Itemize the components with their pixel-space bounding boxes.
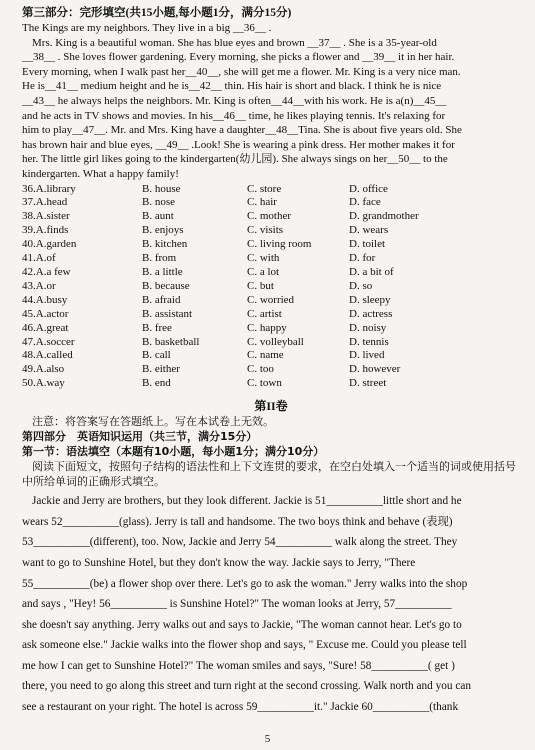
option-row <box>22 196 520 210</box>
option-row <box>22 280 520 294</box>
option-a: 36.A.library <box>22 182 76 195</box>
option-row <box>22 294 520 308</box>
option-c: C. artist <box>247 307 282 320</box>
passage-line: want to go to Sunshine Hotel, but they don't know the way. Jackie says to Jerry, "There <box>22 556 416 569</box>
passage-line: and he acts in TV shows and movies. In his__46__ time, he likes playing tennis. It's relaxing for <box>22 109 446 122</box>
option-d: D. so <box>349 279 373 292</box>
option-a: 42.A.a few <box>22 265 71 278</box>
option-d: D. face <box>349 196 381 209</box>
options-list <box>22 183 520 392</box>
passage-line: she doesn't say anything. Jerry walks out and says to Jackie, "The woman cannot hear. Let's go to <box>22 618 462 631</box>
option-b: B. from <box>142 252 177 265</box>
option-a: 40.A.garden <box>22 238 77 251</box>
passage-line: me how I can get to Sunshine Hotel?" The woman smiles and says, "Sure! 58__________( get ) <box>22 659 455 672</box>
option-c: C. name <box>247 349 284 362</box>
passage-line: __43__ he always helps the neighbors. Mr. King is often__44__with his work. He is a(n)__45__ <box>22 94 447 107</box>
notice-text: 注意：将答案写在答题纸上。写在本试卷上无效。 <box>32 415 274 429</box>
option-c: C. store <box>247 182 282 195</box>
passage-line: and says , "Hey! 56__________ is Sunshine Hotel?" The woman looks at Jerry, 57__________ <box>22 598 452 611</box>
option-c: C. happy <box>247 321 287 334</box>
passage-line: __38__ . She loves flower gardening. Every morning, she picks a flower and __39__ it in her hair. <box>22 51 455 64</box>
option-row <box>22 183 520 197</box>
cloze-passage <box>22 21 520 182</box>
option-d: D. for <box>349 252 376 265</box>
exam-page <box>22 6 520 718</box>
passage-line: him to play__47__. Mr. and Mrs. King have a daughter__48__Tina. She is about five years old. She <box>22 124 462 137</box>
option-c: C. town <box>247 377 282 390</box>
option-c: C. but <box>247 279 274 292</box>
option-a: 45.A.actor <box>22 307 69 320</box>
passage-line: 53__________(different), too. Now, Jackie and Jerry 54__________ walk along the street. They <box>22 536 458 549</box>
part4-heading: 第四部分 英语知识运用（共三节，满分15分） <box>22 430 258 444</box>
option-a: 39.A.finds <box>22 224 69 237</box>
option-b: B. assistant <box>142 307 193 320</box>
option-row <box>22 266 520 280</box>
option-d: D. however <box>349 363 401 376</box>
option-d: D. street <box>349 377 387 390</box>
option-d: D. lived <box>349 349 385 362</box>
option-b: B. kitchen <box>142 238 188 251</box>
passage-line: has brown hair and blue eyes, __49__ .Look! She is wearing a pink dress. Her mother makes it for <box>22 138 455 151</box>
option-b: B. either <box>142 363 180 376</box>
option-d: D. wears <box>349 224 389 237</box>
option-d: D. a bit of <box>349 265 394 278</box>
option-c: C. with <box>247 252 280 265</box>
option-c: C. too <box>247 363 274 376</box>
passage-line: ask someone else." Jackie walks into the flower shop and says, " Excuse me. Could you please tell <box>22 639 467 652</box>
option-c: C. a lot <box>247 265 280 278</box>
option-row <box>22 336 520 350</box>
option-row <box>22 308 520 322</box>
option-b: B. a little <box>142 265 183 278</box>
option-c: C. mother <box>247 210 291 223</box>
option-b: B. basketball <box>142 335 200 348</box>
option-d: D. office <box>349 182 388 195</box>
option-c: C. worried <box>247 293 295 306</box>
option-d: D. noisy <box>349 321 387 334</box>
option-row <box>22 252 520 266</box>
part3-heading: 第三部分：完形填空(共15小题,每小题1分，满分15分) <box>22 7 292 19</box>
option-b: B. enjoys <box>142 224 184 237</box>
passage-line: The Kings are my neighbors. They live in a big __36__ . <box>22 22 272 34</box>
option-a: 43.A.or <box>22 279 56 292</box>
option-row <box>22 363 520 377</box>
option-b: B. aunt <box>142 210 174 223</box>
passage-line: Every morning, when I walk past her__40__, she will get me a flower. Mr. King is a very nice man. <box>22 65 461 78</box>
option-d: D. sleepy <box>349 293 391 306</box>
passage-line: her. The little girl likes going to the kindergarten(幼儿园). She always sings on her__50__ to the <box>22 153 448 166</box>
option-a: 49.A.also <box>22 363 65 376</box>
option-d: D. grandmother <box>349 210 419 223</box>
option-c: C. living room <box>247 238 312 251</box>
volume-title: 第II卷 <box>254 399 288 414</box>
instructions-text: 阅读下面短文，按照句子结构的语法性和上下文连贯的要求，在空白处填入一个适当的词或使用括号中所给单词的正确形式填空。 <box>22 460 516 489</box>
option-a: 41.A.of <box>22 252 56 265</box>
grammar-passage <box>22 491 520 718</box>
option-a: 50.A.way <box>22 377 65 390</box>
passage-line: see a restaurant on your right. The hotel is across 59__________it." Jackie 60__________(thank <box>22 701 459 714</box>
option-b: B. end <box>142 377 171 390</box>
option-row <box>22 224 520 238</box>
option-c: C. hair <box>247 196 277 209</box>
option-b: B. nose <box>142 196 175 209</box>
option-c: C. visits <box>247 224 284 237</box>
option-b: B. call <box>142 349 171 362</box>
option-b: B. house <box>142 182 181 195</box>
section1-heading: 第一节：语法填空（本题有10小题，每小题1分；满分10分） <box>22 445 325 459</box>
option-d: D. tennis <box>349 335 389 348</box>
option-row <box>22 238 520 252</box>
passage-line: there, you need to go along this street and turn right at the second crossing. Walk north and you can <box>22 680 472 693</box>
page-number: 5 <box>264 733 271 745</box>
option-c: C. volleyball <box>247 335 304 348</box>
passage-line: Jackie and Jerry are brothers, but they look different. Jackie is 51__________little short and he <box>32 495 462 508</box>
option-a: 47.A.soccer <box>22 335 75 348</box>
option-row <box>22 322 520 336</box>
option-a: 37.A.head <box>22 196 68 209</box>
option-a: 46.A.great <box>22 321 69 334</box>
option-b: B. because <box>142 279 190 292</box>
passage-line: wears 52__________(glass). Jerry is tall and handsome. The two boys think and behave (表现) <box>22 515 453 528</box>
option-b: B. free <box>142 321 172 334</box>
option-row <box>22 377 520 391</box>
passage-line: kindergarten. What a happy family! <box>22 167 179 180</box>
option-b: B. afraid <box>142 293 181 306</box>
option-a: 48.A.called <box>22 349 73 362</box>
passage-line: 55__________(be) a flower shop over there. Let's go to ask the woman." Jerry walks into the shop <box>22 577 468 590</box>
option-row <box>22 349 520 363</box>
option-d: D. actress <box>349 307 393 320</box>
option-row <box>22 210 520 224</box>
passage-line: He is__41__ medium height and he is__42__ thin. His hair is short and black. I think he is nice <box>22 80 442 93</box>
passage-line: Mrs. King is a beautiful woman. She has blue eyes and brown __37__ . She is a 35-year-old <box>32 36 437 49</box>
option-d: D. toilet <box>349 238 386 251</box>
option-a: 44.A.busy <box>22 293 68 306</box>
option-a: 38.A.sister <box>22 210 70 223</box>
